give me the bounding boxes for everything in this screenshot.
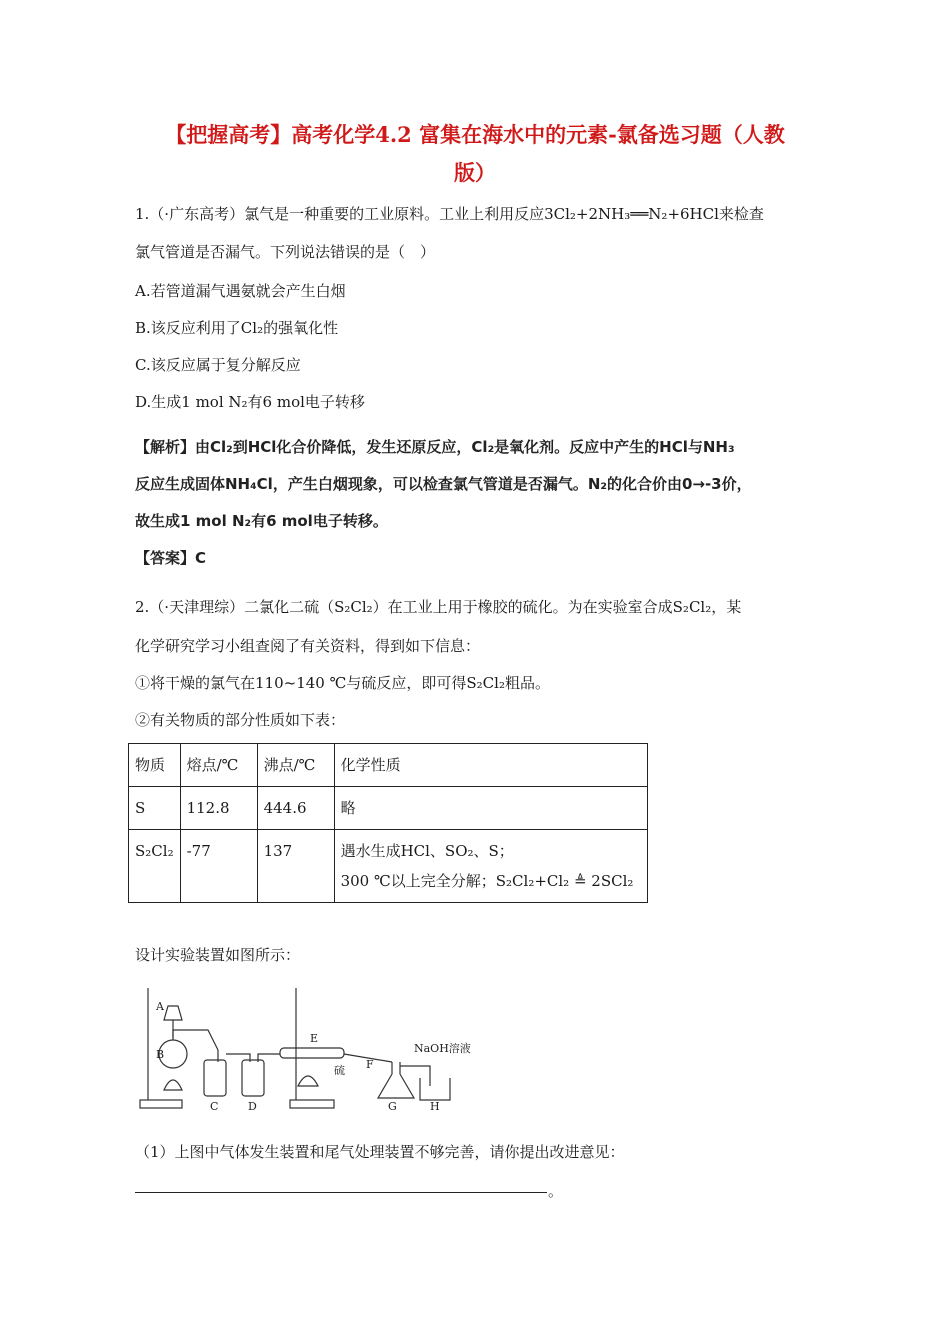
table-row	[129, 830, 648, 903]
conical-flask-g	[378, 1062, 414, 1098]
page-title	[120, 116, 830, 192]
table-cell-bp: 137	[257, 830, 334, 903]
q2-info-1: ①将干燥的氯气在110~140 ℃与硫反应，即可得S₂Cl₂粗品。	[135, 674, 550, 692]
table-cell-substance: S	[129, 787, 181, 830]
q1-stem-line-1: 1.（·广东高考）氯气是一种重要的工业原料。工业上利用反应3Cl₂+2NH₃══N₂+6HCl来检查	[135, 205, 764, 223]
label-g: G	[388, 1100, 397, 1113]
label-sulfur: 硫	[334, 1064, 345, 1077]
table-header: 熔点/℃	[180, 744, 257, 787]
table-header: 物质	[129, 744, 181, 787]
connecting-tube	[258, 1054, 280, 1062]
table-cell-props	[334, 830, 647, 903]
q1-stem-line-2: 氯气管道是否漏气。下列说法错误的是（ ）	[135, 243, 436, 261]
label-a: A	[156, 1000, 164, 1013]
table-cell-substance: S₂Cl₂	[129, 830, 181, 903]
props-line-2: 300 ℃以上完全分解；S₂Cl₂+Cl₂ ≜ 2SCl₂	[340, 872, 634, 890]
label-d: D	[248, 1100, 257, 1113]
label-f: F	[366, 1058, 374, 1071]
burner-1	[164, 1080, 182, 1090]
table-header: 化学性质	[334, 744, 647, 787]
table-header: 沸点/℃	[257, 744, 334, 787]
q1-option-b: B.该反应利用了Cl₂的强氧化性	[135, 319, 339, 337]
table-row	[129, 787, 648, 830]
label-c: C	[210, 1100, 219, 1113]
table-cell-mp: 112.8	[180, 787, 257, 830]
wash-bottle-c	[204, 1060, 226, 1096]
label-h: H	[430, 1100, 440, 1113]
q2-design-text: 设计实验装置如图所示：	[135, 946, 301, 964]
beaker-h	[420, 1078, 450, 1100]
q2-sub-question-1: （1）上图中气体发生装置和尾气处理装置不够完善，请你提出改进意见：	[135, 1143, 625, 1161]
props-line-1: 遇水生成HCl、SO₂、S；	[340, 842, 514, 860]
q2-info-2: ②有关物质的部分性质如下表：	[135, 711, 346, 729]
q1-option-d: D.生成1 mol N₂有6 mol电子转移	[135, 393, 365, 411]
properties-table	[128, 743, 648, 903]
period-mark: 。	[548, 1182, 564, 1200]
q1-option-a: A.若管道漏气遇氨就会产生白烟	[135, 282, 346, 300]
title-line-1: 【把握高考】高考化学4.2 富集在海水中的元素-氯备选习题（人教	[165, 122, 785, 147]
table-header-row	[129, 744, 648, 787]
table-cell-props: 略	[334, 787, 647, 830]
q1-answer: 【答案】C	[135, 549, 207, 567]
table-cell-mp: -77	[180, 830, 257, 903]
q1-analysis-line-3: 故生成1 mol N₂有6 mol电子转移。	[135, 512, 388, 530]
q2-stem-line-1: 2.（·天津理综）二氯化二硫（S₂Cl₂）在工业上用于橡胶的硫化。为在实验室合成S₂Cl₂，某	[135, 598, 742, 616]
separatory-funnel	[164, 1006, 182, 1020]
reaction-tube-e	[280, 1048, 344, 1058]
label-e: E	[310, 1032, 319, 1045]
stand-base	[290, 1100, 334, 1108]
label-b: B	[156, 1048, 165, 1061]
q1-analysis-line-1: 【解析】由Cl₂到HCl化合价降低，发生还原反应，Cl₂是氧化剂。反应中产生的HCl与NH₃	[135, 438, 735, 456]
table-cell-bp: 444.6	[257, 787, 334, 830]
burner-2	[298, 1076, 318, 1086]
apparatus-diagram	[130, 982, 480, 1117]
q2-stem-line-2: 化学研究学习小组查阅了有关资料，得到如下信息：	[135, 637, 481, 655]
delivery-tube	[173, 1030, 218, 1050]
answer-blank[interactable]	[135, 1192, 547, 1193]
stand-base	[140, 1100, 182, 1108]
q1-analysis-line-2: 反应生成固体NH₄Cl，产生白烟现象，可以检查氯气管道是否漏气。N₂的化合价由0→-3价，	[135, 475, 752, 493]
title-line-2: 版）	[454, 160, 496, 185]
q1-option-c: C.该反应属于复分解反应	[135, 356, 301, 374]
label-naoh: NaOH溶液	[414, 1042, 471, 1055]
exhaust-tube	[400, 1066, 430, 1086]
wash-bottle-d	[242, 1060, 264, 1096]
